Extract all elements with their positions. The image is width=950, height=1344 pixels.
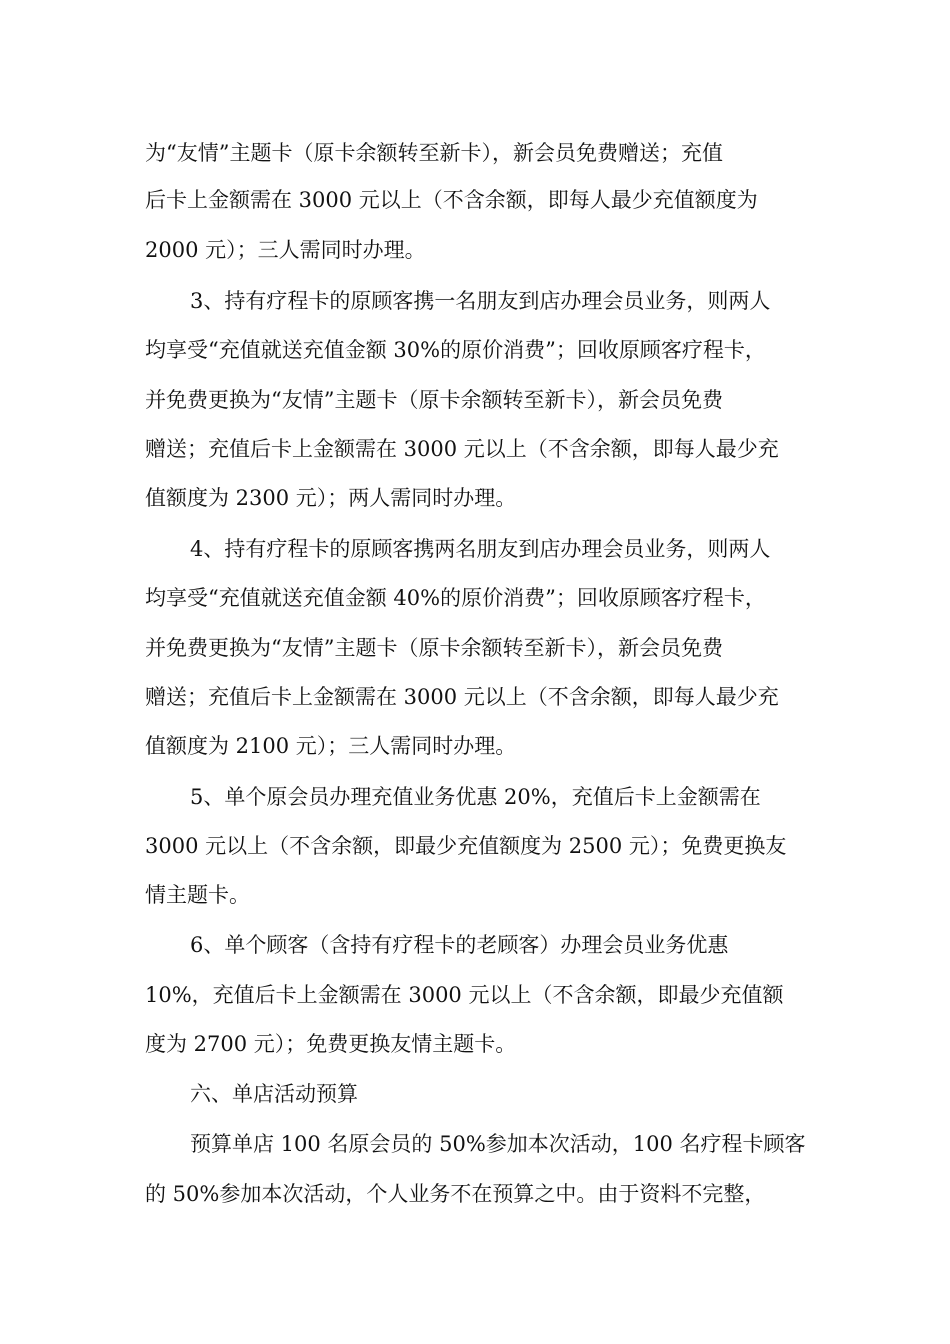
- text-line-15: 3000 元以上（不含余额，即最少充值额度为 2500 元）；免费更换友: [145, 834, 787, 858]
- text-line-18: 10%，充值后卡上金额需在 3000 元以上（不含余额，即最少充值额: [145, 983, 784, 1007]
- text-line-13: 值额度为 2100 元）；三人需同时办理。: [145, 734, 517, 758]
- text-line-6: 并免费更换为“友情”主题卡（原卡余额转至新卡），新会员免费: [145, 388, 723, 412]
- text-line-8: 值额度为 2300 元）；两人需同时办理。: [145, 486, 517, 510]
- text-line-16: 情主题卡。: [145, 883, 250, 907]
- text-line-14: 5、单个原会员办理充值业务优惠 20%，充值后卡上金额需在: [190, 785, 761, 809]
- text-line-22: 的 50%参加本次活动，个人业务不在预算之中。由于资料不完整，: [145, 1182, 766, 1206]
- text-line-4: 3、持有疗程卡的原顾客携一名朋友到店办理会员业务，则两人: [190, 289, 771, 313]
- text-line-5: 均享受“充值就送充值金额 30%的原价消费”；回收原顾客疗程卡，: [145, 338, 766, 362]
- text-line-12: 赠送；充值后卡上金额需在 3000 元以上（不含余额，即每人最少充: [145, 685, 779, 709]
- text-line-10: 均享受“充值就送充值金额 40%的原价消费”；回收原顾客疗程卡，: [145, 586, 766, 610]
- text-line-1: 为“友情”主题卡（原卡余额转至新卡），新会员免费赠送；充值: [145, 141, 723, 165]
- text-line-17: 6、单个顾客（含持有疗程卡的老顾客）办理会员业务优惠: [190, 933, 729, 957]
- section-heading: 六、单店活动预算: [190, 1082, 358, 1106]
- text-line-7: 赠送；充值后卡上金额需在 3000 元以上（不含余额，即每人最少充: [145, 437, 779, 461]
- text-line-3: 2000 元）；三人需同时办理。: [145, 238, 426, 262]
- text-line-2: 后卡上金额需在 3000 元以上（不含余额，即每人最少充值额度为: [145, 188, 758, 212]
- text-line-9: 4、持有疗程卡的原顾客携两名朋友到店办理会员业务，则两人: [190, 537, 771, 561]
- text-line-11: 并免费更换为“友情”主题卡（原卡余额转至新卡），新会员免费: [145, 636, 723, 660]
- text-line-21: 预算单店 100 名原会员的 50%参加本次活动，100 名疗程卡顾客: [190, 1132, 806, 1156]
- text-line-19: 度为 2700 元）；免费更换友情主题卡。: [145, 1032, 517, 1056]
